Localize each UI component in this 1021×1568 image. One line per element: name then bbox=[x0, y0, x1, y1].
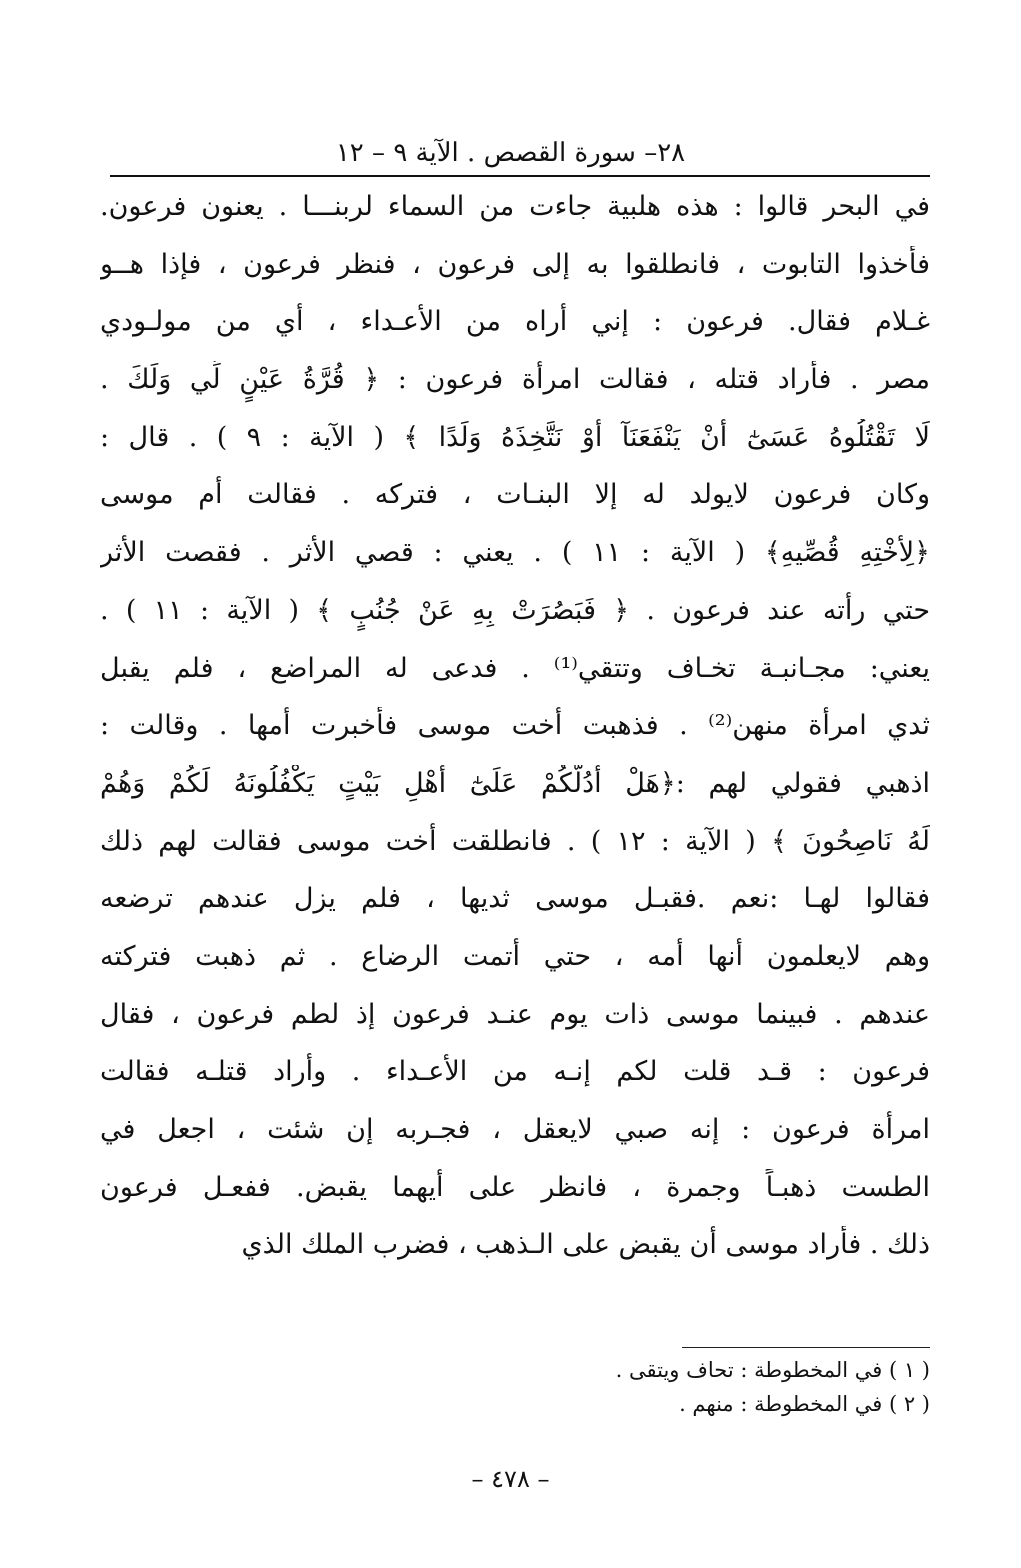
footnotes bbox=[500, 1354, 930, 1422]
body-text bbox=[100, 188, 930, 1284]
text-line: وهم لايعلمون أنها أمه ، حتي أتمت الرضاع . ثم ذهبت فتركته bbox=[100, 940, 930, 972]
text-line: فقالوا لهـا :نعم .فقبـل موسى ثديها ، فلم يزل عندهم ترضعه bbox=[100, 883, 930, 915]
text-line: لَا تَقْتُلُوهُ عَسَىٰٓ أَنْ يَنْفَعَنَآ أَوْ نَتَّخِذَهُ وَلَدًا ﴾ ( الآية : ٩ ) . قال : bbox=[100, 421, 930, 453]
header-rule bbox=[110, 175, 930, 177]
text-line: لَهُ نَاصِحُونَ ﴾ ( الآية : ١٢ ) . فانطلقت أُخت موسى فقالت لهم ذلك bbox=[100, 825, 930, 857]
text-line: يعني: مجـانبـة تخـاف وتتقي⁽¹⁾ . فدعى له المراضع ، فلم يقبل bbox=[100, 652, 930, 684]
text-line: ﴿لِأُخْتِهِ قُصِّيهِ﴾ ( الآية : ١١ ) . يعني : قصي الأثر . فقصت الأثر bbox=[100, 537, 930, 569]
footnote-2: ( ٢ ) في المخطوطة : منهم . bbox=[679, 1392, 930, 1416]
text-line: الطست ذهبـاً وجمرة ، فانظر على أيهما يقبض. ففعـل فرعون bbox=[100, 1171, 930, 1203]
running-header: ٢٨– سورة القصص . الآية ٩ – ١٢ bbox=[335, 138, 686, 168]
text-line: مصر . فأراد قتله ، فقالت امرأة فرعون : ﴿ قُرَّةُ عَيْنٍ لِّي وَلَكَ . bbox=[100, 364, 930, 396]
text-line: اذهبي فقولي لهم :﴿هَلْ أَدُلُّكُمْ عَلَىٰٓ أَهْلِ بَيْتٍ يَكْفُلُونَهُ لَكُمْ وَهُمْ bbox=[100, 767, 930, 799]
text-line: وكان فرعون لايولد له إلا البنـات ، فتركه . فقالت أم موسى bbox=[100, 479, 930, 511]
text-line: فرعون : قـد قلت لكم إنـه من الأعـداء . وأراد قتلـه فقالت bbox=[100, 1056, 930, 1088]
text-line: غـلام فقال. فرعون : إني أراه من الأعـداء ، أي من مولـودي bbox=[100, 306, 930, 338]
text-line: فأخذوا التابوت ، فانطلقوا به إلى فرعون ، فنظر فرعون ، فإذا هــو bbox=[100, 248, 930, 280]
text-line: عندهم . فبينما موسى ذات يوم عنـد فرعون إذ لطم فرعون ، فقال bbox=[100, 998, 930, 1030]
text-line: في البحر قالوا : هذه هلبية جاءت من السماء لربنـــا . يعنون فرعون. bbox=[100, 191, 930, 222]
footnote-1: ( ١ ) في المخطوطة : تحاف ويتقى . bbox=[615, 1358, 930, 1382]
text-line: ثدي امرأة منهن⁽²⁾ . فذهبت أُخت موسى فأخبرت أُمها . وقالت : bbox=[100, 710, 930, 742]
footnote-rule bbox=[682, 1347, 930, 1348]
text-line: امرأة فرعون : إنه صبي لايعقل ، فجـربه إن شئت ، اجعل في bbox=[100, 1114, 930, 1145]
page-number: – ٤٧٨ – bbox=[471, 1465, 550, 1493]
text-line: حتي رأته عند فرعون . ﴿ فَبَصُرَتْ بِهِ عَنْ جُنُبٍ ﴾ ( الآية : ١١ ) . bbox=[100, 594, 930, 626]
text-line: ذلك . فأراد موسى أن يقبض على الـذهب ، فضرب الملك الذي bbox=[241, 1229, 930, 1261]
